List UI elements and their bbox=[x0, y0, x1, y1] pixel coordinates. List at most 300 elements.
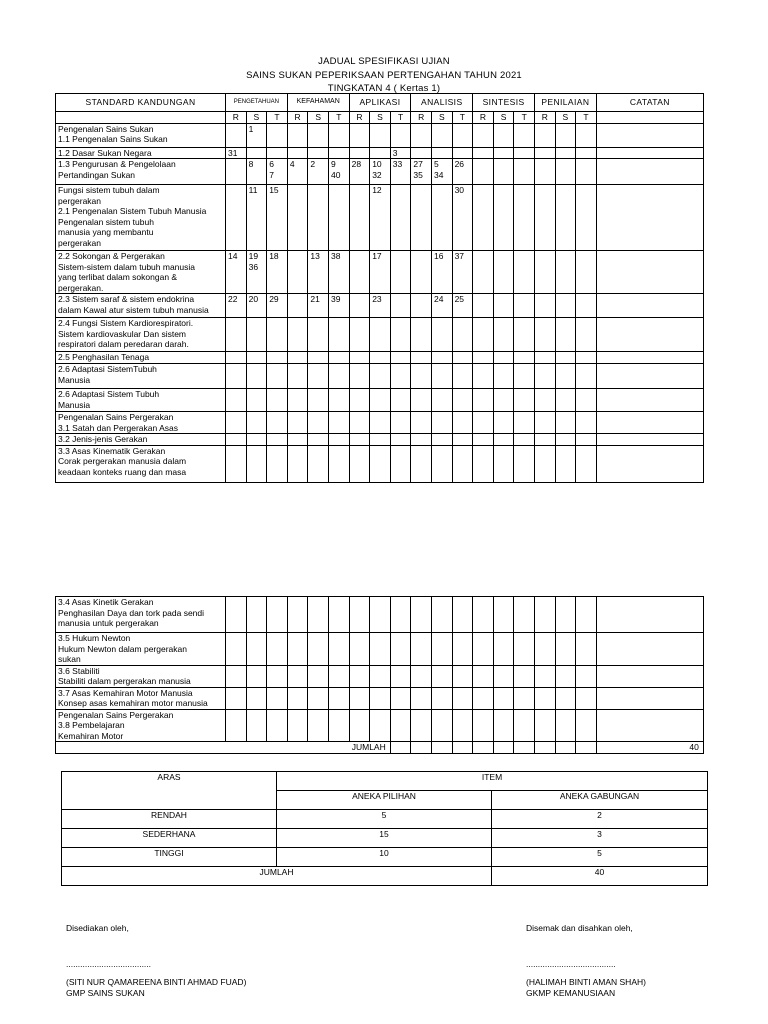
spec-cell: 16 bbox=[431, 251, 452, 294]
spec-cell bbox=[390, 412, 411, 434]
spec-cell bbox=[534, 597, 555, 633]
spec-cell: 25 bbox=[452, 294, 473, 318]
spec-cell: 22 bbox=[226, 294, 247, 318]
spec-cell bbox=[576, 687, 597, 709]
spec-cell bbox=[534, 159, 555, 185]
spec-cell bbox=[514, 294, 535, 318]
spec-cell bbox=[246, 445, 267, 482]
spec-cell bbox=[514, 412, 535, 434]
spec-cell bbox=[349, 709, 370, 742]
spec-cell bbox=[576, 389, 597, 412]
spec-row bbox=[56, 633, 704, 666]
spec-cell bbox=[452, 597, 473, 633]
spec-cell: 26 bbox=[452, 159, 473, 185]
spec-cell bbox=[267, 597, 288, 633]
approved-by-block bbox=[526, 923, 646, 999]
spec-cell bbox=[349, 147, 370, 159]
spec-cell: 15 bbox=[267, 185, 288, 251]
spec-row-label: 2.5 Penghasilan Tenaga bbox=[56, 352, 226, 364]
spec-cell: 24 bbox=[431, 294, 452, 318]
spec-cell bbox=[349, 294, 370, 318]
summary-jumlah-label: JUMLAH bbox=[62, 867, 492, 886]
spec-cell bbox=[411, 389, 432, 412]
spec-row bbox=[56, 147, 704, 159]
spec-jumlah-cell bbox=[493, 742, 514, 754]
spec-cell bbox=[308, 709, 329, 742]
spec-row-label: 2.2 Sokongan & Pergerakan Sistem-sistem dalam tubuh manusia yang terlibat dalam sokongan & pergerakan. bbox=[56, 251, 226, 294]
spec-cell bbox=[534, 147, 555, 159]
spec-cell bbox=[370, 352, 391, 364]
spec-cell bbox=[493, 352, 514, 364]
spec-catatan-cell bbox=[596, 364, 703, 389]
spec-catatan-cell bbox=[596, 185, 703, 251]
spec-cell bbox=[473, 294, 494, 318]
spec-cell bbox=[287, 352, 308, 364]
spec-cell bbox=[576, 147, 597, 159]
spec-cell bbox=[308, 147, 329, 159]
spec-cell bbox=[349, 123, 370, 147]
spec-cell bbox=[226, 185, 247, 251]
spec-cell bbox=[370, 709, 391, 742]
spec-cell bbox=[534, 633, 555, 666]
spec-row-label: Pengenalan Sains Sukan 1.1 Pengenalan Sains Sukan bbox=[56, 123, 226, 147]
spec-cell bbox=[473, 251, 494, 294]
summary-aras-cell: RENDAH bbox=[62, 810, 277, 829]
spec-cell bbox=[411, 318, 432, 352]
spec-jumlah-cell bbox=[473, 742, 494, 754]
spec-cell bbox=[452, 633, 473, 666]
rst-label: S bbox=[493, 112, 514, 124]
approved-by-signature-line: ...................................... bbox=[526, 959, 616, 969]
spec-cell bbox=[452, 364, 473, 389]
spec-cell bbox=[390, 709, 411, 742]
spec-cell bbox=[308, 185, 329, 251]
spec-row-label: 1.2 Dasar Sukan Negara bbox=[56, 147, 226, 159]
spec-cell bbox=[226, 318, 247, 352]
spec-cell bbox=[328, 665, 349, 687]
spec-cell bbox=[576, 665, 597, 687]
spec-cell bbox=[226, 159, 247, 185]
spec-cell bbox=[287, 185, 308, 251]
spec-cell bbox=[329, 318, 350, 352]
spec-cell bbox=[514, 434, 535, 446]
spec-cell bbox=[411, 294, 432, 318]
summary-jumlah-total: 40 bbox=[492, 867, 708, 886]
rst-empty-cell bbox=[596, 112, 703, 124]
spec-cell bbox=[226, 412, 247, 434]
spec-cell bbox=[514, 687, 535, 709]
spec-cell bbox=[267, 123, 288, 147]
spec-cell bbox=[555, 434, 576, 446]
spec-jumlah-cell bbox=[411, 742, 432, 754]
spec-cell bbox=[473, 665, 494, 687]
spec-cell bbox=[452, 434, 473, 446]
spec-cell bbox=[555, 445, 576, 482]
spec-cell bbox=[576, 251, 597, 294]
spec-cell: 31 bbox=[226, 147, 247, 159]
spec-cell bbox=[308, 665, 329, 687]
spec-cell: 12 bbox=[370, 185, 391, 251]
header-aplikasi: APLIKASI bbox=[349, 94, 411, 112]
spec-cell bbox=[493, 445, 514, 482]
spec-row bbox=[56, 709, 704, 742]
spec-cell bbox=[514, 352, 535, 364]
spec-catatan-cell bbox=[596, 597, 703, 633]
rst-label: S bbox=[246, 112, 267, 124]
spec-cell bbox=[226, 389, 247, 412]
spec-cell bbox=[329, 389, 350, 412]
header-pengetahuan: PENGETAHUAN bbox=[226, 94, 288, 112]
spec-cell bbox=[390, 687, 411, 709]
spec-cell bbox=[534, 412, 555, 434]
spec-cell bbox=[493, 665, 514, 687]
spec-row bbox=[56, 665, 704, 687]
spec-cell bbox=[576, 434, 597, 446]
spec-cell bbox=[246, 147, 267, 159]
spec-cell bbox=[267, 364, 288, 389]
spec-cell bbox=[534, 318, 555, 352]
spec-cell bbox=[411, 412, 432, 434]
rst-label: R bbox=[473, 112, 494, 124]
spec-cell bbox=[431, 412, 452, 434]
spec-cell bbox=[267, 633, 288, 666]
spec-cell bbox=[370, 389, 391, 412]
spec-cell bbox=[555, 709, 576, 742]
spec-cell bbox=[452, 709, 473, 742]
prepared-by-label: Disediakan oleh, bbox=[66, 923, 129, 933]
spec-cell bbox=[246, 709, 267, 742]
spec-cell bbox=[390, 364, 411, 389]
spec-cell bbox=[576, 123, 597, 147]
spec-cell bbox=[473, 597, 494, 633]
spec-cell bbox=[287, 251, 308, 294]
spec-cell bbox=[431, 709, 452, 742]
spec-cell bbox=[431, 687, 452, 709]
spec-row bbox=[56, 185, 704, 251]
spec-cell bbox=[534, 709, 555, 742]
spec-cell bbox=[493, 147, 514, 159]
spec-cell bbox=[246, 318, 267, 352]
spec-cell bbox=[287, 147, 308, 159]
spec-cell bbox=[555, 412, 576, 434]
spec-cell bbox=[473, 445, 494, 482]
spec-cell bbox=[473, 633, 494, 666]
spec-cell bbox=[576, 633, 597, 666]
spec-cell bbox=[390, 251, 411, 294]
spec-catatan-cell bbox=[596, 147, 703, 159]
spec-cell bbox=[493, 633, 514, 666]
spec-cell bbox=[349, 364, 370, 389]
spec-cell: 4 bbox=[287, 159, 308, 185]
spec-row-label: 3.7 Asas Kemahiran Motor Manusia Konsep asas kemahiran motor manusia bbox=[56, 687, 226, 709]
spec-cell bbox=[349, 412, 370, 434]
spec-cell bbox=[411, 147, 432, 159]
spec-row-label: 3.3 Asas Kinematik Gerakan Corak pergerakan manusia dalam keadaan konteks ruang dan masa bbox=[56, 445, 226, 482]
spec-cell bbox=[246, 665, 267, 687]
spec-catatan-cell bbox=[596, 665, 703, 687]
spec-cell bbox=[226, 434, 247, 446]
spec-cell bbox=[267, 687, 288, 709]
spec-cell bbox=[226, 364, 247, 389]
spec-cell bbox=[267, 709, 288, 742]
spec-catatan-cell bbox=[596, 633, 703, 666]
spec-catatan-cell bbox=[596, 445, 703, 482]
document-title-block bbox=[0, 55, 768, 96]
rst-label: R bbox=[411, 112, 432, 124]
spec-jumlah-cell bbox=[431, 742, 452, 754]
spec-cell bbox=[576, 159, 597, 185]
summary-item-header: ITEM bbox=[277, 772, 708, 791]
spec-cell bbox=[411, 709, 432, 742]
spec-cell bbox=[431, 445, 452, 482]
spec-jumlah-cell bbox=[576, 742, 597, 754]
spec-cell bbox=[328, 709, 349, 742]
spec-cell bbox=[308, 434, 329, 446]
spec-cell bbox=[411, 185, 432, 251]
spec-cell: 21 bbox=[308, 294, 329, 318]
spec-cell bbox=[555, 185, 576, 251]
spec-cell bbox=[287, 709, 308, 742]
spec-catatan-cell bbox=[596, 251, 703, 294]
spec-cell bbox=[287, 434, 308, 446]
spec-cell: 30 bbox=[452, 185, 473, 251]
spec-cell bbox=[246, 597, 267, 633]
spec-cell: 1 bbox=[246, 123, 267, 147]
spec-cell bbox=[555, 294, 576, 318]
spec-cell: 39 bbox=[329, 294, 350, 318]
spec-cell bbox=[555, 159, 576, 185]
spec-cell bbox=[452, 318, 473, 352]
spec-cell bbox=[308, 687, 329, 709]
spec-cell bbox=[308, 123, 329, 147]
spec-cell bbox=[493, 251, 514, 294]
spec-cell bbox=[267, 665, 288, 687]
spec-cell: 13 bbox=[308, 251, 329, 294]
spec-jumlah-row bbox=[56, 742, 704, 754]
approved-by-label: Disemak dan disahkan oleh, bbox=[526, 923, 633, 933]
prepared-by-role: GMP SAINS SUKAN bbox=[66, 988, 145, 998]
spec-cell bbox=[431, 123, 452, 147]
spec-cell bbox=[452, 412, 473, 434]
summary-row-sederhana bbox=[62, 829, 708, 848]
spec-cell bbox=[329, 352, 350, 364]
spec-cell bbox=[411, 364, 432, 389]
spec-cell bbox=[390, 318, 411, 352]
prepared-by-name: (SITI NUR QAMAREENA BINTI AHMAD FUAD) bbox=[66, 977, 247, 987]
spec-cell bbox=[349, 633, 370, 666]
spec-cell bbox=[534, 364, 555, 389]
spec-row bbox=[56, 364, 704, 389]
spec-cell bbox=[555, 147, 576, 159]
spec-row bbox=[56, 294, 704, 318]
spec-cell bbox=[287, 318, 308, 352]
summary-ap-cell: 15 bbox=[277, 829, 492, 848]
spec-cell bbox=[287, 665, 308, 687]
spec-cell bbox=[287, 597, 308, 633]
spec-catatan-cell bbox=[596, 389, 703, 412]
spec-cell bbox=[514, 389, 535, 412]
spec-table-top bbox=[55, 93, 704, 483]
spec-row bbox=[56, 159, 704, 185]
spec-cell bbox=[534, 123, 555, 147]
spec-row bbox=[56, 389, 704, 412]
spec-cell bbox=[308, 412, 329, 434]
spec-cell bbox=[431, 352, 452, 364]
spec-cell bbox=[390, 665, 411, 687]
spec-cell bbox=[308, 389, 329, 412]
rst-label: S bbox=[555, 112, 576, 124]
spec-cell: 23 bbox=[370, 294, 391, 318]
rst-label: T bbox=[452, 112, 473, 124]
header-standard: STANDARD KANDUNGAN bbox=[56, 94, 226, 112]
header-analisis: ANALISIS bbox=[411, 94, 473, 112]
summary-row-rendah bbox=[62, 810, 708, 829]
spec-cell bbox=[431, 633, 452, 666]
spec-cell bbox=[411, 434, 432, 446]
spec-row bbox=[56, 597, 704, 633]
spec-cell bbox=[555, 352, 576, 364]
spec-cell bbox=[431, 434, 452, 446]
spec-cell bbox=[473, 147, 494, 159]
spec-header-row bbox=[56, 94, 704, 112]
spec-cell: 19 36 bbox=[246, 251, 267, 294]
spec-row-label: 2.3 Sistem saraf & sistem endokrina dalam Kawal atur sistem tubuh manusia bbox=[56, 294, 226, 318]
spec-cell bbox=[576, 709, 597, 742]
spec-cell bbox=[267, 412, 288, 434]
spec-cell bbox=[534, 251, 555, 294]
spec-jumlah-label: JUMLAH bbox=[56, 742, 391, 754]
spec-cell bbox=[349, 597, 370, 633]
spec-cell bbox=[473, 687, 494, 709]
spec-cell bbox=[226, 597, 247, 633]
spec-row bbox=[56, 412, 704, 434]
spec-cell bbox=[534, 665, 555, 687]
spec-cell bbox=[431, 318, 452, 352]
spec-cell bbox=[514, 318, 535, 352]
spec-cell bbox=[226, 665, 247, 687]
spec-cell bbox=[308, 364, 329, 389]
rst-label: T bbox=[514, 112, 535, 124]
spec-cell bbox=[534, 434, 555, 446]
spec-cell bbox=[349, 352, 370, 364]
spec-catatan-cell bbox=[596, 709, 703, 742]
spec-cell bbox=[514, 445, 535, 482]
spec-cell bbox=[493, 389, 514, 412]
spec-jumlah-total: 40 bbox=[596, 742, 703, 754]
spec-cell bbox=[473, 434, 494, 446]
spec-cell bbox=[328, 687, 349, 709]
spec-cell bbox=[514, 185, 535, 251]
spec-cell bbox=[287, 445, 308, 482]
spec-cell bbox=[493, 687, 514, 709]
summary-aneka-gabungan-header: ANEKA GABUNGAN bbox=[492, 791, 708, 810]
spec-cell bbox=[493, 123, 514, 147]
spec-cell bbox=[246, 633, 267, 666]
spec-row-label: 3.5 Hukum Newton Hukum Newton dalam pergerakan sukan bbox=[56, 633, 226, 666]
spec-cell bbox=[534, 389, 555, 412]
approved-by-name: (HALIMAH BINTI AMAN SHAH) bbox=[526, 977, 646, 987]
spec-cell bbox=[308, 445, 329, 482]
spec-catatan-cell bbox=[596, 123, 703, 147]
spec-cell: 14 bbox=[226, 251, 247, 294]
spec-cell bbox=[555, 123, 576, 147]
spec-cell bbox=[452, 352, 473, 364]
spec-cell bbox=[370, 318, 391, 352]
header-penilaian: PENILAIAN bbox=[534, 94, 596, 112]
spec-cell bbox=[349, 445, 370, 482]
spec-cell bbox=[287, 123, 308, 147]
spec-catatan-cell bbox=[596, 159, 703, 185]
spec-cell bbox=[390, 434, 411, 446]
spec-cell bbox=[328, 633, 349, 666]
rst-empty-cell bbox=[56, 112, 226, 124]
spec-row bbox=[56, 434, 704, 446]
prepared-by-block bbox=[66, 923, 246, 999]
spec-cell bbox=[226, 445, 247, 482]
spec-cell bbox=[555, 597, 576, 633]
summary-ag-cell: 5 bbox=[492, 848, 708, 867]
spec-cell bbox=[287, 412, 308, 434]
spec-cell bbox=[329, 123, 350, 147]
spec-cell bbox=[411, 352, 432, 364]
spec-cell bbox=[246, 389, 267, 412]
spec-row bbox=[56, 123, 704, 147]
spec-cell bbox=[431, 147, 452, 159]
spec-cell bbox=[329, 412, 350, 434]
spec-row-label: Fungsi sistem tubuh dalam pergerakan 2.1 Pengenalan Sistem Tubuh Manusia Pengenalan sistem tubuh manusia yang membantu pergerakan bbox=[56, 185, 226, 251]
spec-cell bbox=[390, 123, 411, 147]
spec-cell bbox=[534, 687, 555, 709]
spec-cell bbox=[514, 251, 535, 294]
spec-cell bbox=[411, 251, 432, 294]
spec-cell bbox=[246, 412, 267, 434]
spec-cell bbox=[452, 665, 473, 687]
header-catatan: CATATAN bbox=[596, 94, 703, 112]
spec-cell bbox=[534, 294, 555, 318]
spec-row-label: 3.2 Jenis-jenis Gerakan bbox=[56, 434, 226, 446]
spec-cell bbox=[328, 597, 349, 633]
spec-cell bbox=[370, 633, 391, 666]
spec-cell bbox=[431, 665, 452, 687]
spec-cell: 20 bbox=[246, 294, 267, 318]
spec-cell bbox=[308, 597, 329, 633]
spec-row bbox=[56, 318, 704, 352]
spec-cell bbox=[473, 123, 494, 147]
spec-cell bbox=[473, 709, 494, 742]
spec-table-bottom bbox=[55, 596, 704, 754]
rst-label: S bbox=[308, 112, 329, 124]
spec-cell: 37 bbox=[452, 251, 473, 294]
spec-cell bbox=[514, 159, 535, 185]
spec-catatan-cell bbox=[596, 412, 703, 434]
rst-label: R bbox=[349, 112, 370, 124]
spec-cell bbox=[370, 123, 391, 147]
spec-row bbox=[56, 445, 704, 482]
spec-cell bbox=[226, 687, 247, 709]
spec-cell bbox=[555, 687, 576, 709]
spec-cell bbox=[576, 352, 597, 364]
spec-row bbox=[56, 687, 704, 709]
spec-cell bbox=[514, 665, 535, 687]
spec-cell bbox=[431, 364, 452, 389]
spec-cell bbox=[226, 633, 247, 666]
summary-row-tinggi bbox=[62, 848, 708, 867]
spec-cell bbox=[493, 597, 514, 633]
summary-header-row bbox=[62, 772, 708, 791]
rst-label: T bbox=[329, 112, 350, 124]
spec-cell: 3 bbox=[390, 147, 411, 159]
rst-label: R bbox=[287, 112, 308, 124]
